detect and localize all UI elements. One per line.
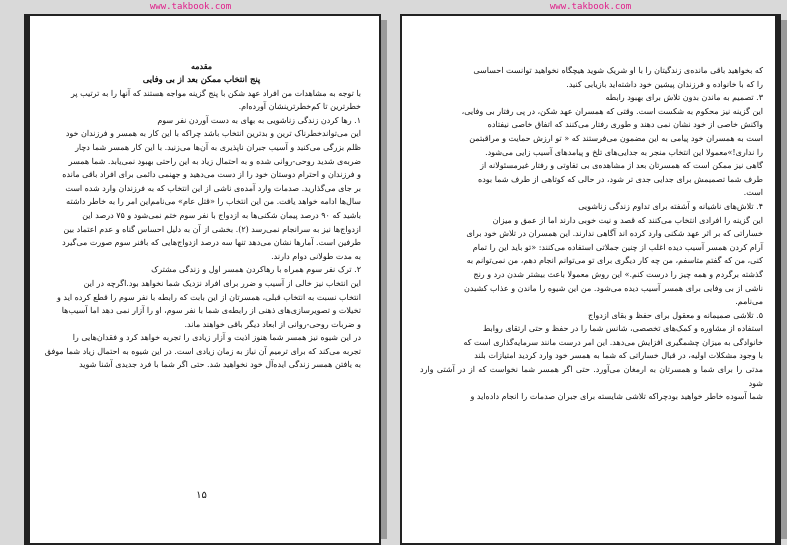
- text-line: انتخاب نسبت به انتخاب قبلی، همسرتان از این بابت که رابطه با نفر سوم را قطع کرده اید و: [57, 292, 361, 302]
- text-line: این انتخاب نیز خالی از آسیب و ضرر برای افراد نزدیک شما نخواهد بود.اگرچه در این: [83, 278, 361, 288]
- text-line: و ضربات روحی-روانی از ابعاد دیگر باقی خواهند ماند.: [184, 319, 361, 329]
- left-page: [0, 0, 381, 539]
- text-line: با وجود مشکلات اولیه، در قبال خساراتی که شما به همسر خود وارد کردید امتیازات بلند: [474, 351, 763, 361]
- text-line: خساراتی که بر اثر عهد شکنی وارد کرده اند آگاهی ندارند. این همسران در تلاش خود برای: [466, 229, 763, 239]
- text-line: و فرزندان و احترام دوستان خود را از دست می‌دهید و جهنمی دائمی برای افراد باقی مانده: [62, 170, 361, 180]
- text-line: طرفین است. آمارها نشان می‌دهد تنها سه درصد ازدواج‌هایی که بافنر سوم صورت می‌گیرد: [62, 238, 361, 248]
- text-line: تخیلات و تصویرسازی‌های ذهنی از رابطه‌ی شما با نفر سوم، او را آزار نمی دهد اما آسیب‌ها: [61, 306, 361, 316]
- right-page-shadow: [781, 20, 787, 539]
- text-line: مدتی را برای شما و همسرتان به ارمغان می‌آورد. حتی اگر همسر شما نخواست که از در آشتی وارد شود: [420, 365, 763, 388]
- text-line: این گزینه نیز محکوم به شکست است. وقتی که همسران عهد شکن، در پی رفتار بی وفایی،: [461, 106, 763, 116]
- text-line: در این شیوه نیز همسر شما هنوز اذیت و آزار زیادی را تجربه خواهد کرد و فقدان‌هایی را: [72, 333, 361, 343]
- text-line: ۵. تلاشی صمیمانه و معقول برای حفظ و بقای ازدواج: [588, 310, 763, 320]
- text-line: را که با خانواده و فرزندان پیشین خود داشته‌اید بازیابی کنید.: [566, 79, 763, 89]
- left-text-body: [42, 87, 361, 372]
- text-line: تجربه می‌کند که برای ترمیم آن نیاز به زمان زیادی است. در این شیوه به احتمال زیاد شما موفق: [44, 346, 361, 356]
- right-page-sheet: [400, 14, 781, 545]
- text-line: ۲. ترک نفر سوم همراه با رهاکردن همسر اول و زندگی مشترک: [151, 265, 361, 275]
- text-line: ۴. تلاش‌های ناشیانه و آشفته برای تداوم زندگی زناشویی: [578, 201, 763, 211]
- text-line: ظلم بزرگی می‌کنید و آسیب جبران ناپذیری به آن‌ها می‌زنید. با این کار همسر شما دچار: [75, 142, 361, 152]
- text-line: خانوادگی به میزان چشمگیری افزایش می‌دهد. این امر درست مانند سرمایه‌گذاری است که: [463, 337, 763, 347]
- text-line: این می‌تواندخطرناک ترین و بدترین انتخاب باشد چراکه با این کار به همسر و فرزندان خود: [65, 129, 361, 139]
- text-line: گاهی نیز ممکن است که همسرتان بعد از مشاهده‌ی بی تفاوتی و رفتار غیرمسئولانه از: [480, 161, 763, 171]
- text-line: به مدت طولانی دوام دارند.: [271, 251, 361, 261]
- text-line: است.: [743, 188, 763, 198]
- section-subheading: پنج انتخاب ممکن بعد از بی وفایی: [142, 74, 261, 84]
- text-line: است به همسران خود پیامی به این مضمون می‌فرستند که « تو ارزش حمایت و مراقبتمن: [469, 133, 763, 143]
- text-line: استفاده از مشاوره و کمک‌های تخصصی، شانس شما را در حفظ و حتی ارتقای روابط: [482, 324, 763, 334]
- text-line: را نداری!»معمولا این انتخاب منجر به جدایی‌های تلخ و پیامدهای آسیب زایی می‌شود.: [485, 147, 763, 157]
- text-line: این گزینه را افرادی انتخاب می‌کنند که قصد و نیت خوبی دارند اما از عمق و میزان: [492, 215, 763, 225]
- right-page: [400, 0, 781, 539]
- left-page-content: [42, 60, 361, 372]
- text-line: ازدواج‌ها نیز به سرانجام نمی‌رسد (۲). بخشی از آن به دلیل احساس گناه و عدم اعتماد بین: [63, 224, 361, 234]
- text-line: خطرترین تا کم‌خطرترینشان آورده‌ام.: [238, 102, 361, 112]
- left-page-shadow: [381, 20, 387, 539]
- text-line: واکنش خاصی از خود نشان نمی دهند و طوری رفتار می‌کنند که اتفاق خاصی نیفتاده: [487, 120, 763, 130]
- text-line: ۱. رها کردن زندگی زناشویی به بهای به دست آوردن نفر سوم: [157, 115, 361, 125]
- text-line: آرام کردن همسر آسیب دیده اغلب از چنین جملاتی استفاده می‌کنند: «تو باید این را تمام: [472, 242, 763, 252]
- left-page-sheet: [24, 14, 381, 545]
- text-line: ۳. تصمیم به ماندن بدون تلاش برای بهبود رابطه: [605, 93, 763, 103]
- text-line: ضربه‌ی شدید روحی-روانی شده و به احتمال زیاد به این راحتی بهبود نمی‌یابد. شما همسر: [68, 156, 361, 166]
- right-text-body: [420, 64, 763, 404]
- section-heading: مقدمه: [190, 61, 213, 71]
- text-line: می‌نامم.: [735, 297, 763, 307]
- text-line: بر جای می‌گذارید. صدمات وارد آمده‌ی ناشی از این انتخاب که به فرزندان وارد شده است: [65, 183, 361, 193]
- text-line: شما آسوده خاطر خواهید بودچراکه تلاشی شایسته برای جبران صدمات را انجام داده‌اید و: [470, 392, 763, 402]
- text-line: به یافتن همسر زندگی ایده‌آل خود نخواهید شد. حتی اگر شما با فرد جدیدی آشنا شوید: [79, 360, 361, 370]
- left-watermark: www.takbook.com: [149, 2, 232, 12]
- text-line: ناشی از بی وفایی برای همسر آسیب دیده می‌شود. من این شیوه را ماندن و عذاب کشیدن: [464, 283, 763, 293]
- right-page-content: [420, 64, 763, 404]
- text-line: باشید که ۹۰ درصد پیمان شکنی‌ها به ازدواج با نفر سوم ختم نمی‌شود و ۷۵ درصد این: [82, 210, 361, 220]
- text-line: سال‌ها ادامه خواهد یافت. من این انتخاب را «قتل عام» می‌نامم‌این امر را به خاطر داشته: [66, 197, 361, 207]
- text-line: گذشته برگردم و همه چیز را درست کنم.» این روش معمولا باعث بیشتر شدن درد و رنج: [473, 269, 763, 279]
- text-line: با توجه به مشاهدات من افراد عهد شکن با پنج گزینه مواجه هستند که آنها را به ترتیب پر: [71, 88, 361, 98]
- text-line: طرف شما تصمیمش برای جدایی جدی تر شود، در حالی که کوتاهی از طرف شما بوده: [478, 174, 763, 184]
- page-number: ۱۵: [196, 490, 207, 501]
- text-line: کنی، من که گفتم متاسفم، من چه کار دیگری برای تو می‌توانم انجام دهم، من نمی‌توانم به: [466, 256, 763, 266]
- text-line: که بخواهید باقی مانده‌ی زندگیتان را با او شریک شوید هیچگاه نخواهید توانست احساسی: [473, 66, 763, 75]
- right-watermark: www.takbook.com: [549, 2, 632, 12]
